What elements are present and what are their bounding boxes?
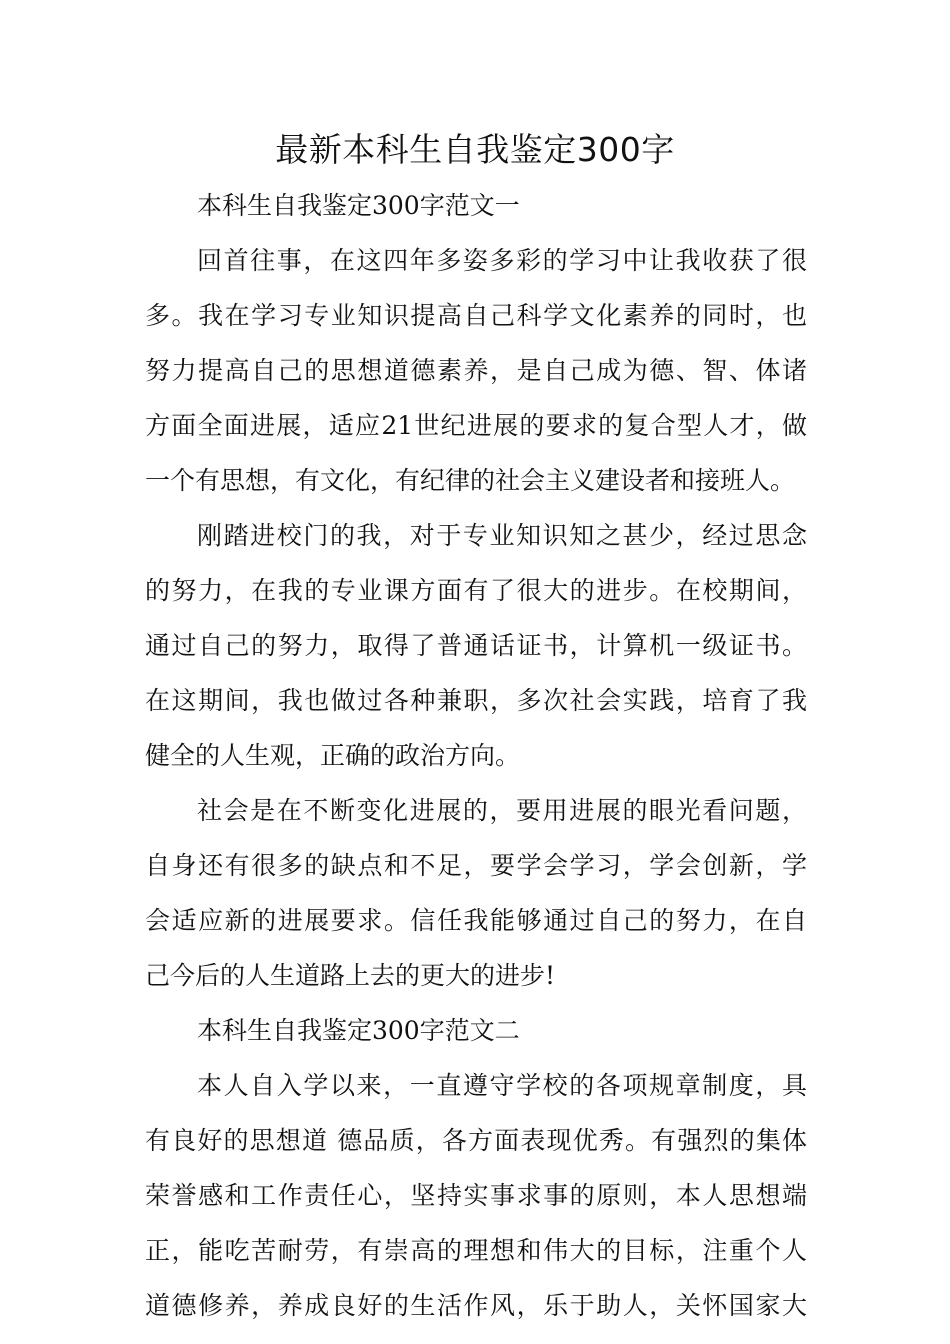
section-heading: 本科生自我鉴定300字范文一 — [197, 191, 520, 220]
paragraph-line: 道德修养，养成良好的生活作风，乐于助人，关怀国家大 — [145, 1291, 807, 1320]
document-title: 最新本科生自我鉴定300字 — [275, 130, 675, 169]
section-heading: 本科生自我鉴定300字范文二 — [197, 1016, 520, 1045]
paragraph-line: 通过自己的努力，取得了普通话证书，计算机一级证书。 — [145, 631, 807, 660]
paragraph-line: 正，能吃苦耐劳，有崇高的理想和伟大的目标，注重个人 — [145, 1236, 807, 1265]
paragraph-line: 己今后的人生道路上去的更大的进步! — [145, 961, 556, 990]
document-body — [145, 178, 807, 1333]
paragraph-line: 自身还有很多的缺点和不足，要学会学习，学会创新，学 — [145, 851, 807, 880]
paragraph-line: 有良好的思想道 德品质，各方面表现优秀。有强烈的集体 — [145, 1126, 807, 1155]
paragraph-line: 多。我在学习专业知识提高自己科学文化素养的同时，也 — [145, 301, 807, 330]
paragraph-line: 方面全面进展，适应21世纪进展的要求的复合型人才，做 — [145, 411, 807, 440]
paragraph-line: 回首往事，在这四年多姿多彩的学习中让我收获了很 — [197, 246, 807, 275]
paragraph-line: 会适应新的进展要求。信任我能够通过自己的努力，在自 — [145, 906, 807, 935]
paragraph-line: 的努力，在我的专业课方面有了很大的进步。在校期间， — [145, 576, 807, 605]
paragraph-line: 社会是在不断变化进展的，要用进展的眼光看问题， — [197, 796, 807, 825]
paragraph-line: 健全的人生观，正确的政治方向。 — [145, 741, 521, 770]
paragraph-line: 刚踏进校门的我，对于专业知识知之甚少，经过思念 — [197, 521, 807, 550]
paragraph-line: 在这期间，我也做过各种兼职，多次社会实践，培育了我 — [145, 686, 807, 715]
paragraph-line: 荣誉感和工作责任心，坚持实事求事的原则，本人思想端 — [145, 1181, 807, 1210]
paragraph-line: 努力提高自己的思想道德素养，是自己成为德、智、体诸 — [145, 356, 807, 385]
paragraph-line: 本人自入学以来，一直遵守学校的各项规章制度，具 — [197, 1071, 807, 1100]
paragraph-line: 一个有思想，有文化，有纪律的社会主义建设者和接班人。 — [145, 466, 796, 495]
